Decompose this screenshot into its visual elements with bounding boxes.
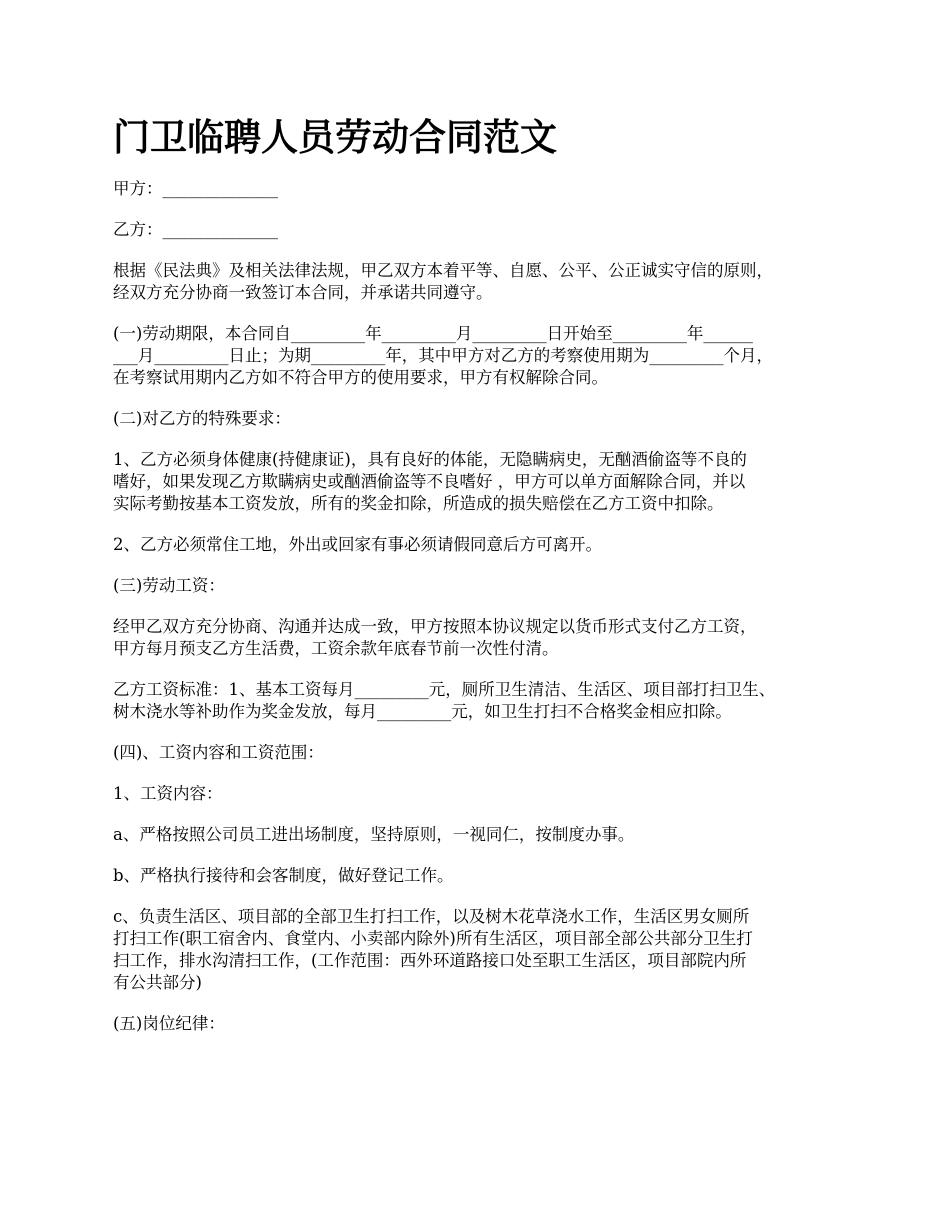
text-line: 扫工作，排水沟清扫工作，(工作范围：西外环道路接口处至职工生活区，项目部院内所 <box>113 951 747 970</box>
text-line: 打扫工作(职工宿舍内、食堂内、小卖部内除外)所有生活区，项目部全部公共部分卫生打 <box>113 929 753 948</box>
text-line: 甲方每月预支乙方生活费，工资余款年底春节前一次性付清。 <box>113 639 559 658</box>
text-line: (一)劳动期限，本合同自_________年_________月_________日开始至_________年______ <box>113 324 753 343</box>
text-line: 经双方充分协商一致签订本合同，并承诺共同遵守。 <box>113 283 493 302</box>
text-line: 根据《民法典》及相关法律法规，甲乙双方本着平等、自愿、公平、公正诚实守信的原则， <box>113 261 773 280</box>
text-line: (五)岗位纪律： <box>113 1014 225 1033</box>
clause-2-heading <box>113 408 853 430</box>
text-line: (二)对乙方的特殊要求： <box>113 409 291 428</box>
text-line: 经甲乙双方充分协商、沟通并达成一致，甲方按照本协议规定以货币形式支付乙方工资， <box>113 617 757 636</box>
clause-5-heading <box>113 1013 853 1035</box>
clause-4-heading <box>113 742 853 764</box>
clause-2-item-1 <box>113 449 853 515</box>
text-line: 树木浇水等补助作为奖金发放，每月_________元，如卫生打扫不合格奖金相应扣除。 <box>113 702 732 721</box>
clause-3-wage-standard <box>113 679 853 723</box>
clause-4-item-b <box>113 865 853 887</box>
clause-3-text <box>113 616 853 660</box>
text-line: (四)、工资内容和工资范围： <box>113 743 324 762</box>
text-line: 乙方：______________ <box>113 220 278 239</box>
text-line: a、严格按照公司员工进出场制度，坚持原则，一视同仁，按制度办事。 <box>113 825 635 844</box>
clause-4-item-a <box>113 824 853 846</box>
text-line: b、严格执行接待和会客制度，做好登记工作。 <box>113 866 454 885</box>
party-b-line <box>113 219 853 241</box>
text-line: c、负责生活区、项目部的全部卫生打扫工作，以及树木花草浇水工作，生活区男女厕所 <box>113 907 750 926</box>
clause-4-item-c <box>113 906 853 994</box>
text-line: 有公共部分) <box>113 973 202 992</box>
document-body <box>113 178 853 1054</box>
clause-4-item-1-heading <box>113 783 853 805</box>
text-line: 实际考勤按基本工资发放，所有的奖金扣除，所造成的损失赔偿在乙方工资中扣除。 <box>113 494 724 513</box>
text-line: 乙方工资标准：1、基本工资每月_________元，厕所卫生清洁、生活区、项目部打扫卫生、 <box>113 680 776 699</box>
preamble-paragraph <box>113 260 853 304</box>
text-line: ___月_________日止；为期_________年，其中甲方对乙方的考察使用期为_________个月， <box>113 346 773 365</box>
text-line: 1、乙方必须身体健康(持健康证)，具有良好的体能，无隐瞒病史，无酗酒偷盗等不良的 <box>113 450 747 469</box>
text-line: 嗜好，如果发现乙方欺瞒病史或酗酒偷盗等不良嗜好 ，甲方可以单方面解除合同，并以 <box>113 472 746 491</box>
clause-2-item-2 <box>113 534 853 556</box>
text-line: 2、乙方必须常住工地，外出或回家有事必须请假同意后方可离开。 <box>113 535 602 554</box>
text-line: 在考察试用期内乙方如不符合甲方的使用要求，甲方有权解除合同。 <box>113 368 608 387</box>
clause-3-heading <box>113 575 853 597</box>
text-line: (三)劳动工资： <box>113 576 225 595</box>
party-a-line <box>113 178 853 200</box>
document-title: 门卫临聘人员劳动合同范文 <box>113 115 557 159</box>
text-line: 1、工资内容： <box>113 784 223 803</box>
clause-1-term <box>113 323 853 389</box>
text-line: 甲方：______________ <box>113 179 278 198</box>
